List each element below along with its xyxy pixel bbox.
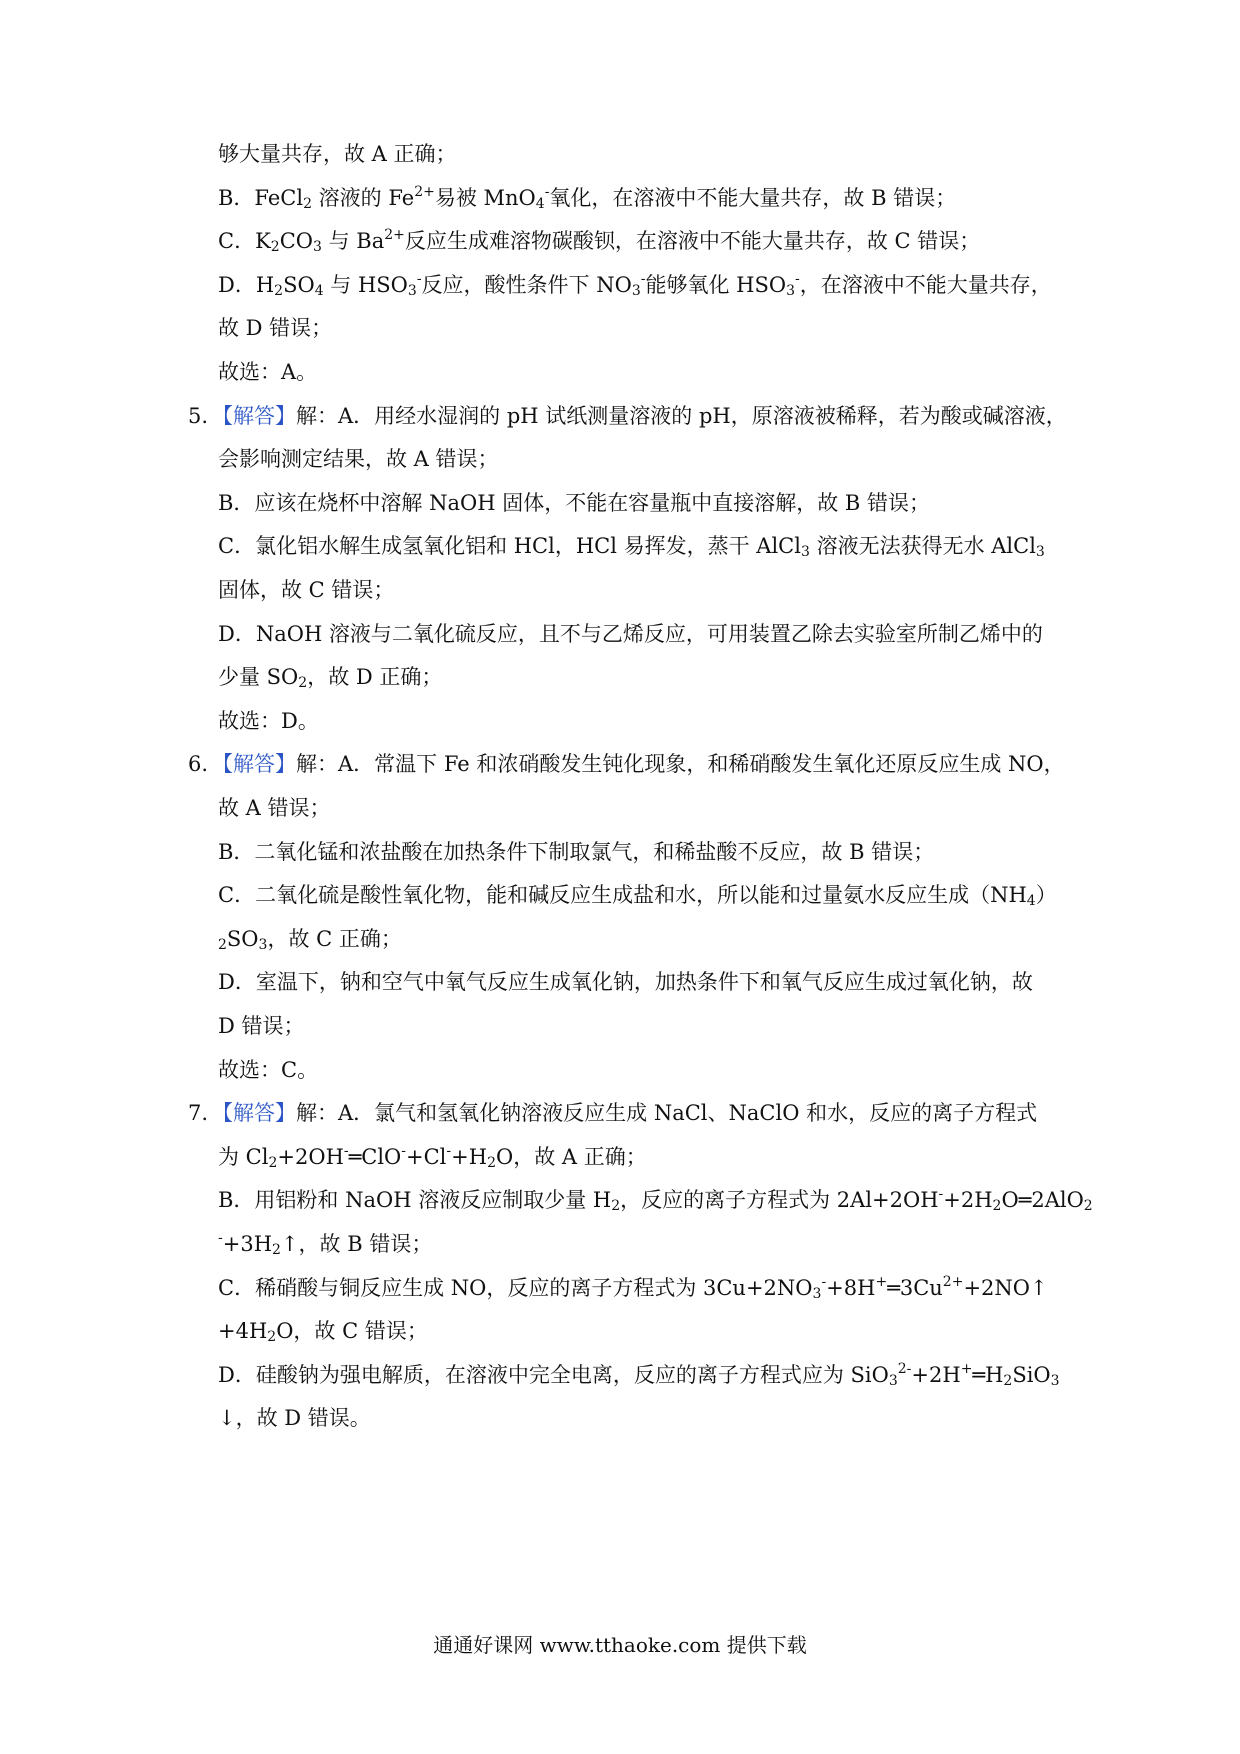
answer-line: 故 A 错误； xyxy=(218,796,331,820)
answer-line: C．二氧化硫是酸性氧化物，能和碱反应生成盐和水，所以能和过量氨水反应生成$(NH_4)$ xyxy=(218,883,1057,910)
answer-line: 故选：D。 xyxy=(218,708,319,733)
answer-line: D 错误； xyxy=(218,1014,305,1038)
answer-text: 解：A．用经水湿润的 pH 试纸测量溶液的 pH，原溶液被稀释，若为酸或碱溶液， xyxy=(296,403,1067,428)
answer-line: 少量 $SO_2$，故 D 正确； xyxy=(218,665,443,692)
answer-line: 故选：C。 xyxy=(218,1057,319,1082)
answer-line: D．室温下，钠和空气中氧气反应生成氧化钠，加热条件下和氧气反应生成过氧化钠，故 xyxy=(218,970,1033,995)
answer-line: 会影响测定结果，故 A 错误； xyxy=(218,447,499,472)
question-number: 5. xyxy=(188,403,209,428)
answer-7-heading xyxy=(188,1099,1037,1127)
question-number: 6. xyxy=(188,752,209,777)
answer-line: $^-+3H_2↑$，故 B 错误； xyxy=(218,1230,433,1258)
answer-line: 固体，故 C 错误； xyxy=(218,578,395,602)
answer-line: $+4H_2O$，故 C 错误； xyxy=(218,1319,428,1346)
answer-line: D．$H_2SO_4$ 与 $HSO_3^-$反应，酸性条件下 $NO_3^-$能够氧化 $HSO_3^-$，在溶液中不能大量共存， xyxy=(218,270,1052,299)
answer-tag: 【解答】 xyxy=(212,1101,296,1126)
answer-line: C．稀硝酸与铜反应生成 NO，反应的离子方程式为 $3Cu+2NO_3^-+8H^+═3Cu^{2+}+2NO↑$ xyxy=(218,1273,1048,1302)
page-footer: 通通好课网 www.tthaoke.com 提供下载 xyxy=(433,1633,807,1657)
answer-line: D．NaOH 溶液与二氧化硫反应，且不与乙烯反应，可用装置乙除去实验室所制乙烯中的 xyxy=(218,621,1043,646)
answer-tag: 【解答】 xyxy=(212,403,296,428)
answer-5-heading xyxy=(188,402,1067,430)
answer-line: C．氯化铝水解生成氢氧化铝和 HCl，HCl 易挥发，蒸干 AlCl$_3$ 溶液无法获得无水 AlCl$_3$ xyxy=(218,534,1045,561)
answer-line: B．应该在烧杯中溶解 NaOH 固体，不能在容量瓶中直接溶解，故 B 错误； xyxy=(218,490,930,515)
answer-line: B．FeCl$_2$ 溶液的 $Fe^{2+}$易被 MnO$_4$-氧化，在溶液中不能大量共存，故 B 错误； xyxy=(218,183,957,212)
answer-line: B．二氧化锰和浓盐酸在加热条件下制取氯气，和稀盐酸不反应，故 B 错误； xyxy=(218,839,935,864)
answer-line: 够大量共存，故 A 正确； xyxy=(218,142,457,166)
question-number: 7. xyxy=(188,1101,209,1126)
answer-line: 故 D 错误； xyxy=(218,316,333,341)
answer-6-heading xyxy=(188,750,1065,778)
answer-line: 为 $Cl_2+2OH^-═ClO^-+Cl^-+H_2O$，故 A 正确； xyxy=(218,1142,647,1171)
answer-line: D．硅酸钠为强电解质，在溶液中完全电离，反应的离子方程式应为 $SiO_3^{2-}+2H^+═H_2SiO_3$ xyxy=(218,1360,1060,1389)
answer-line: B．用铝粉和 NaOH 溶液反应制取少量 $H_2$，反应的离子方程式为 $2Al+2OH^-+2H_2O═2AlO_2$ xyxy=(218,1186,1093,1215)
answer-text: 解：A．氯气和氢氧化钠溶液反应生成 NaCl、NaClO 和水，反应的离子方程式 xyxy=(296,1101,1038,1126)
answer-tag: 【解答】 xyxy=(212,752,296,777)
answer-text: 解：A．常温下 Fe 和浓硝酸发生钝化现象，和稀硝酸发生氧化还原反应生成 NO， xyxy=(296,752,1065,777)
answer-line: ↓，故 D 错误。 xyxy=(218,1406,371,1431)
answer-line: 故选：A。 xyxy=(218,360,318,384)
answer-line: $_2SO_3$，故 C 正确； xyxy=(218,926,402,953)
answer-line: C．$K_2CO_3$ 与 $Ba^{2+}$反应生成难溶物碳酸钡，在溶液中不能大量共存，故 C 错误； xyxy=(218,227,981,256)
